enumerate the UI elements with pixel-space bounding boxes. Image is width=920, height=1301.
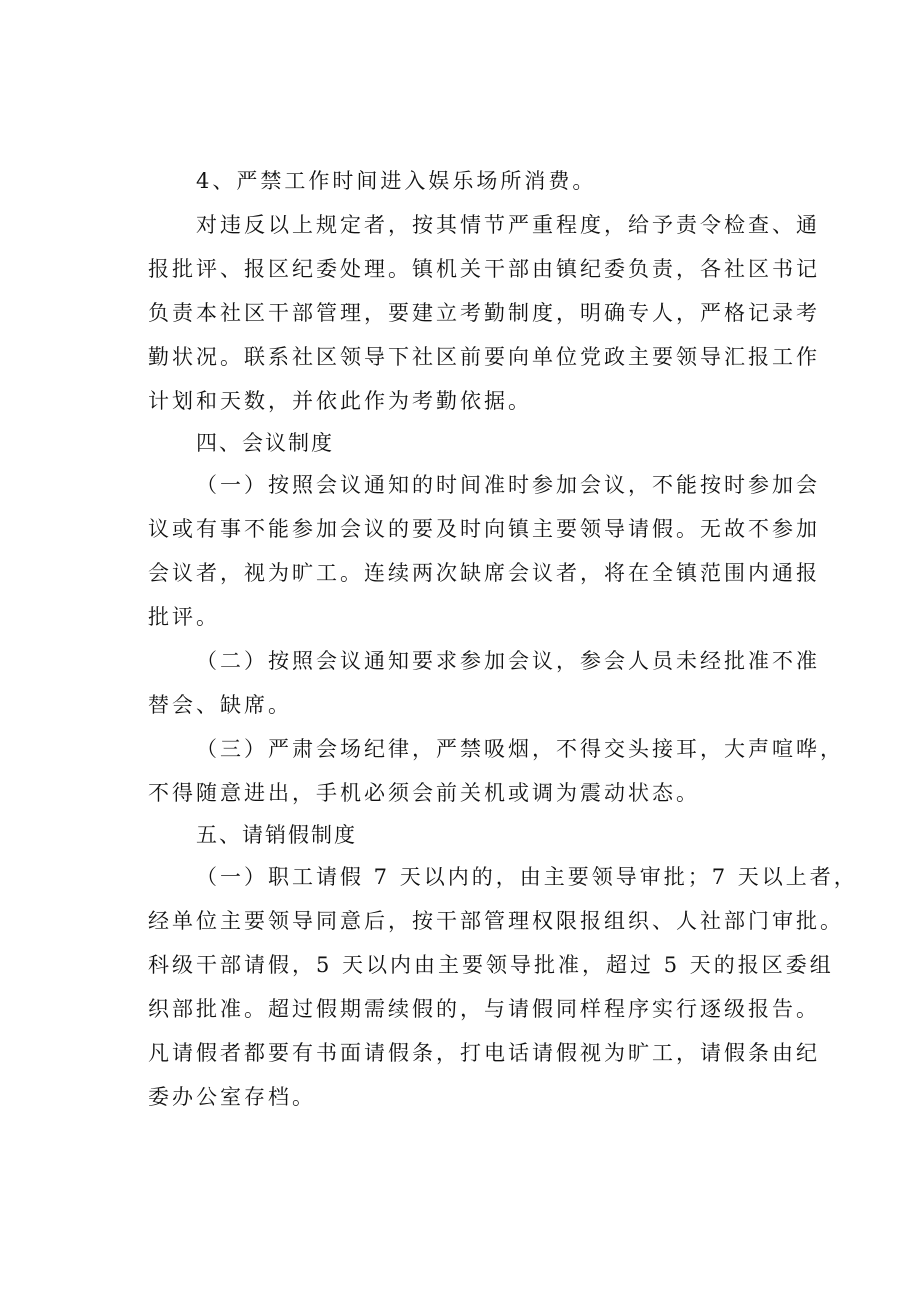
paragraph-line: 负责本社区干部管理，要建立考勤制度，明确专人，严格记录考 bbox=[148, 301, 820, 325]
paragraph-line: 不得随意进出，手机必须会前关机或调为震动状态。 bbox=[148, 781, 700, 805]
paragraph-line: 织部批准。超过假期需续假的，与请假同样程序实行逐级报告。 bbox=[148, 997, 820, 1021]
paragraph-line: （三）严肃会场纪律，严禁吸烟，不得交头接耳，大声喧哗， bbox=[196, 737, 844, 761]
paragraph-line: 对违反以上规定者，按其情节严重程度，给予责令检查、通 bbox=[196, 213, 820, 237]
paragraph-line: 议或有事不能参加会议的要及时向镇主要领导请假。无故不参加 bbox=[148, 517, 820, 541]
paragraph-line: 勤状况。联系社区领导下社区前要向单位党政主要领导汇报工作 bbox=[148, 345, 820, 369]
paragraph-line: （一）按照会议通知的时间准时参加会议，不能按时参加会 bbox=[196, 473, 820, 497]
section-heading-meeting: 四、会议制度 bbox=[196, 431, 334, 455]
paragraph-line: （二）按照会议通知要求参加会议，参会人员未经批准不准 bbox=[196, 649, 820, 673]
paragraph-line: 替会、缺席。 bbox=[148, 693, 292, 717]
paragraph-line: 凡请假者都要有书面请假条，打电话请假视为旷工，请假条由纪 bbox=[148, 1041, 820, 1065]
paragraph-line: （一）职工请假 7 天以内的，由主要领导审批；7 天以上者， bbox=[196, 865, 858, 889]
paragraph-line: 会议者，视为旷工。连续两次缺席会议者，将在全镇范围内通报 bbox=[148, 561, 820, 585]
paragraph-line: 报批评、报区纪委处理。镇机关干部由镇纪委负责，各社区书记 bbox=[148, 257, 820, 281]
paragraph-item-4: 4、严禁工作时间进入娱乐场所消费。 bbox=[196, 169, 597, 193]
paragraph-line: 经单位主要领导同意后，按干部管理权限报组织、人社部门审批。 bbox=[148, 909, 844, 933]
paragraph-line: 委办公室存档。 bbox=[148, 1085, 316, 1109]
paragraph-line: 科级干部请假，5 天以内由主要领导批准，超过 5 天的报区委组 bbox=[148, 953, 834, 977]
paragraph-line: 批评。 bbox=[148, 605, 220, 629]
section-heading-leave: 五、请销假制度 bbox=[196, 823, 357, 847]
paragraph-line: 计划和天数，并依此作为考勤依据。 bbox=[148, 389, 532, 413]
